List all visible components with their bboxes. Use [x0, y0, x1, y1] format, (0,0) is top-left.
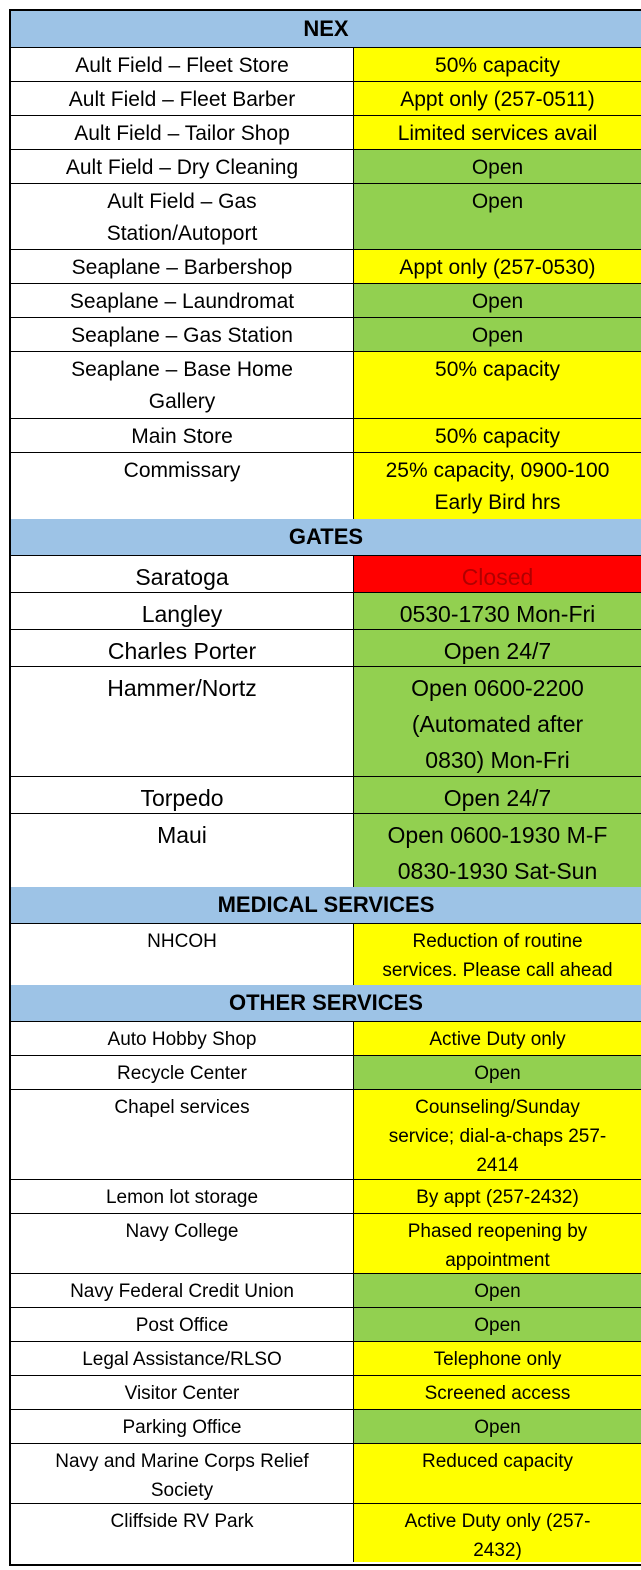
- table-row: [11, 1274, 641, 1308]
- service-status: Active Duty only (257- 2432): [354, 1504, 641, 1562]
- facility-name: Main Store: [11, 419, 354, 452]
- gate-name: Maui: [11, 814, 354, 887]
- facility-name: Ault Field – Gas Station/Autoport: [11, 184, 354, 249]
- table-row: [11, 814, 641, 887]
- service-name: Lemon lot storage: [11, 1180, 354, 1213]
- service-status: Counseling/Sunday service; dial-a-chaps 257- 2414: [354, 1090, 641, 1179]
- gate-name: Charles Porter: [11, 630, 354, 666]
- facility-name: Seaplane – Gas Station: [11, 318, 354, 351]
- service-name: Visitor Center: [11, 1376, 354, 1409]
- table-row: [11, 630, 641, 667]
- facility-status: 50% capacity: [354, 419, 641, 452]
- service-status: Phased reopening by appointment: [354, 1214, 641, 1273]
- table-row: [11, 150, 641, 184]
- gate-name: Torpedo: [11, 777, 354, 813]
- section-header-nex: [11, 11, 641, 48]
- facility-status: Open: [354, 184, 641, 249]
- service-name: Auto Hobby Shop: [11, 1022, 354, 1055]
- table-row: [11, 1410, 641, 1444]
- table-row: [11, 352, 641, 419]
- section-title: GATES: [288, 524, 364, 549]
- gate-name: Langley: [11, 593, 354, 629]
- section-title: OTHER SERVICES: [229, 990, 423, 1015]
- service-status: Telephone only: [354, 1342, 641, 1375]
- table-row: [11, 924, 641, 985]
- table-row: [11, 250, 641, 284]
- section-title: NEX: [303, 16, 349, 41]
- table-row: [11, 82, 641, 116]
- facility-name: Seaplane – Base Home Gallery: [11, 352, 354, 418]
- service-status: Open: [354, 1056, 641, 1089]
- table-row: [11, 1090, 641, 1180]
- service-name: Navy and Marine Corps Relief Society: [11, 1444, 354, 1503]
- section-header-other: [11, 985, 641, 1022]
- gate-status: Open 24/7: [354, 777, 641, 813]
- table-row: [11, 453, 641, 519]
- service-name: NHCOH: [11, 924, 354, 985]
- table-row: [11, 184, 641, 250]
- table-row: [11, 593, 641, 630]
- section-header-gates: [11, 519, 641, 556]
- service-status: Open: [354, 1308, 641, 1341]
- service-name: Post Office: [11, 1308, 354, 1341]
- service-status: Reduced capacity: [354, 1444, 641, 1503]
- facility-name: Ault Field – Fleet Barber: [11, 82, 354, 115]
- gate-status: Open 0600-2200 (Automated after 0830) Mon-Fri: [354, 667, 641, 776]
- facility-status: Limited services avail: [354, 116, 641, 149]
- facility-status: 50% capacity: [354, 352, 641, 418]
- table-row: [11, 1342, 641, 1376]
- facility-status: 50% capacity: [354, 48, 641, 81]
- facility-name: Seaplane – Laundromat: [11, 284, 354, 317]
- facility-name: Ault Field – Dry Cleaning: [11, 150, 354, 183]
- gate-status: Closed: [354, 556, 641, 592]
- facility-name: Ault Field – Tailor Shop: [11, 116, 354, 149]
- table-row: [11, 419, 641, 453]
- table-row: [11, 1056, 641, 1090]
- facility-status: Open: [354, 284, 641, 317]
- table-row: [11, 556, 641, 593]
- service-name: Navy College: [11, 1214, 354, 1273]
- gate-status: Open 0600-1930 M-F 0830-1930 Sat-Sun: [354, 814, 641, 887]
- table-row: [11, 1214, 641, 1274]
- table-row: [11, 1444, 641, 1504]
- service-name: Recycle Center: [11, 1056, 354, 1089]
- gate-status: 0530-1730 Mon-Fri: [354, 593, 641, 629]
- table-row: [11, 1022, 641, 1056]
- facility-status: Open: [354, 318, 641, 351]
- section-title: MEDICAL SERVICES: [217, 892, 435, 917]
- table-row: [11, 1180, 641, 1214]
- table-row: [11, 1308, 641, 1342]
- table-row: [11, 1376, 641, 1410]
- table-row: [11, 48, 641, 82]
- service-status: Active Duty only: [354, 1022, 641, 1055]
- table-row: [11, 284, 641, 318]
- table-row: [11, 777, 641, 814]
- table-row: [11, 1504, 641, 1562]
- service-status: By appt (257-2432): [354, 1180, 641, 1213]
- service-status: Open: [354, 1274, 641, 1307]
- status-table: [9, 9, 641, 1566]
- facility-status: Appt only (257-0530): [354, 250, 641, 283]
- facility-status: Open: [354, 150, 641, 183]
- table-row: [11, 318, 641, 352]
- gate-name: Hammer/Nortz: [11, 667, 354, 776]
- table-row: [11, 116, 641, 150]
- facility-name: Seaplane – Barbershop: [11, 250, 354, 283]
- facility-name: Ault Field – Fleet Store: [11, 48, 354, 81]
- facility-status: Appt only (257-0511): [354, 82, 641, 115]
- service-status: Screened access: [354, 1376, 641, 1409]
- table-row: [11, 667, 641, 777]
- service-status: Reduction of routine services. Please call ahead: [354, 924, 641, 985]
- service-name: Parking Office: [11, 1410, 354, 1443]
- service-name: Chapel services: [11, 1090, 354, 1179]
- service-name: Legal Assistance/RLSO: [11, 1342, 354, 1375]
- service-name: Navy Federal Credit Union: [11, 1274, 354, 1307]
- service-status: Open: [354, 1410, 641, 1443]
- facility-status: 25% capacity, 0900-100 Early Bird hrs: [354, 453, 641, 519]
- gate-name: Saratoga: [11, 556, 354, 592]
- service-name: Cliffside RV Park: [11, 1504, 354, 1562]
- section-header-medical: [11, 887, 641, 924]
- facility-name: Commissary: [11, 453, 354, 519]
- gate-status: Open 24/7: [354, 630, 641, 666]
